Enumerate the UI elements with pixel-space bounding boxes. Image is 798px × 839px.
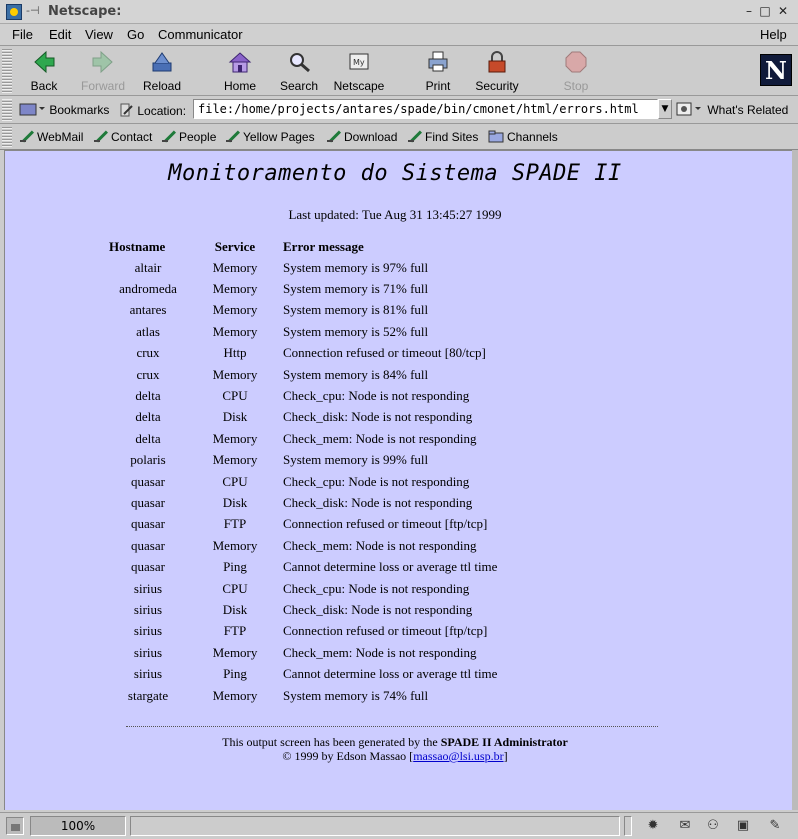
- reload-label: Reload: [142, 79, 182, 93]
- cell-hostname: altair: [134, 259, 162, 275]
- whats-related-label: What's Related: [707, 103, 789, 117]
- cell-error-message: Check_mem: Node is not responding: [283, 537, 477, 553]
- close-icon[interactable]: ✕: [777, 4, 789, 18]
- cell-hostname: sirius: [133, 580, 163, 596]
- cell-error-message: Check_cpu: Node is not responding: [283, 388, 470, 404]
- print-button[interactable]: [408, 49, 468, 95]
- table-row: [109, 492, 497, 513]
- link-yellow-pages-label: Yellow Pages: [243, 130, 315, 144]
- maximize-icon[interactable]: □: [759, 4, 771, 18]
- cell-error-message: System memory is 84% full: [283, 366, 429, 382]
- table-row: [109, 599, 497, 620]
- forward-button[interactable]: [73, 49, 133, 95]
- cell-service: Memory: [212, 323, 258, 339]
- security-label: Security: [475, 79, 519, 93]
- stop-icon: [563, 49, 589, 75]
- table-row: [109, 343, 497, 364]
- mail-component-icon[interactable]: ✉: [679, 818, 691, 833]
- channels-folder-icon: [488, 130, 504, 143]
- composer-component-icon[interactable]: ✎: [769, 818, 781, 833]
- cell-error-message: System memory is 74% full: [283, 687, 429, 703]
- table-row: [109, 685, 497, 706]
- link-find-sites-label: Find Sites: [425, 130, 479, 144]
- svg-text:My: My: [353, 58, 365, 67]
- table-row: [109, 428, 497, 449]
- cell-service: Memory: [212, 281, 258, 297]
- cell-error-message: Check_cpu: Node is not responding: [283, 580, 470, 596]
- printer-icon: [425, 49, 451, 75]
- cell-service: Disk: [222, 409, 248, 425]
- cell-error-message: Check_disk: Node is not responding: [283, 601, 473, 617]
- back-label: Back: [30, 79, 58, 93]
- cell-hostname: polaris: [130, 452, 166, 468]
- table-row: [109, 471, 497, 492]
- newsgroups-component-icon[interactable]: ⚇: [707, 818, 719, 833]
- error-table-body: [109, 257, 497, 706]
- cell-service: Memory: [212, 366, 258, 382]
- window-title: Netscape:: [48, 4, 122, 19]
- link-download-label: Download: [344, 130, 398, 144]
- cell-error-message: Connection refused or timeout [ftp/tcp]: [283, 623, 488, 639]
- whats-related-icon: [676, 101, 704, 117]
- zoom-level: 100%: [30, 816, 126, 836]
- cell-error-message: System memory is 99% full: [283, 452, 429, 468]
- cell-error-message: System memory is 97% full: [283, 259, 429, 275]
- cell-service: Memory: [212, 302, 258, 318]
- cell-hostname: sirius: [133, 644, 163, 660]
- link-contact-label: Contact: [111, 130, 153, 144]
- table-row: [109, 321, 497, 342]
- cell-service: Memory: [212, 687, 258, 703]
- cell-hostname: sirius: [133, 601, 163, 617]
- menu-file[interactable]: File: [12, 27, 33, 42]
- link-webmail-label: WebMail: [37, 130, 84, 144]
- table-row: [109, 578, 497, 599]
- cell-service: Disk: [222, 494, 248, 510]
- bookmark-pen-icon: [94, 130, 108, 142]
- bookmark-pen-icon: [327, 130, 341, 142]
- table-row: [109, 663, 497, 684]
- cell-error-message: Check_disk: Node is not responding: [283, 409, 473, 425]
- cell-service: Ping: [223, 559, 247, 575]
- cell-hostname: delta: [135, 409, 161, 425]
- table-row: [109, 278, 497, 299]
- menu-help[interactable]: Help: [760, 27, 787, 42]
- search-label: Search: [279, 79, 319, 93]
- table-row: [109, 556, 497, 577]
- cell-hostname: quasar: [131, 537, 165, 553]
- netscape-label: Netscape: [333, 79, 385, 93]
- forward-label: Forward: [80, 79, 125, 93]
- cell-error-message: System memory is 52% full: [283, 323, 429, 339]
- footer-line-2: [5, 749, 785, 763]
- cell-hostname: atlas: [136, 323, 160, 339]
- link-channels-label: Channels: [507, 130, 558, 144]
- location-label: [118, 102, 186, 118]
- bookmarks-button[interactable]: [18, 101, 109, 117]
- cell-service: Ping: [223, 666, 247, 682]
- cell-hostname: quasar: [131, 473, 165, 489]
- security-lock-icon[interactable]: [6, 817, 24, 835]
- stop-label: Stop: [563, 79, 589, 93]
- table-header-row: [109, 237, 497, 257]
- link-webmail[interactable]: [20, 130, 83, 144]
- cell-error-message: System memory is 71% full: [283, 281, 429, 297]
- cell-service: Memory: [212, 644, 258, 660]
- print-label: Print: [425, 79, 451, 93]
- cell-service: Memory: [212, 452, 258, 468]
- pin-icon[interactable]: -⊣: [26, 4, 40, 17]
- back-arrow-icon: [31, 49, 57, 75]
- link-download[interactable]: [327, 130, 397, 144]
- cell-service: CPU: [222, 580, 248, 596]
- table-row: [109, 621, 497, 642]
- cell-hostname: stargate: [127, 687, 169, 703]
- location-bookmark-icon[interactable]: [118, 102, 134, 118]
- cell-hostname: crux: [136, 366, 160, 382]
- table-row: [109, 642, 497, 663]
- header-hostname: Hostname: [109, 239, 166, 254]
- cell-hostname: crux: [136, 345, 160, 361]
- error-table: [109, 237, 497, 706]
- back-button[interactable]: [14, 49, 74, 95]
- cell-error-message: Connection refused or timeout [ftp/tcp]: [283, 516, 488, 532]
- location-label-text: Location:: [137, 104, 187, 118]
- table-row: [109, 257, 497, 278]
- home-label: Home: [223, 79, 256, 93]
- page-content: [4, 150, 792, 810]
- stop-button[interactable]: [546, 49, 606, 95]
- footer-copyright: © 1999 by Edson Massao [: [282, 749, 414, 763]
- cell-error-message: Connection refused or timeout [80/tcp]: [283, 345, 486, 361]
- cell-hostname: sirius: [133, 666, 163, 682]
- footer-email-link[interactable]: massao@lsi.usp.br: [413, 749, 504, 763]
- minimize-icon[interactable]: –: [746, 4, 752, 18]
- search-button[interactable]: [269, 49, 329, 95]
- lock-icon: [484, 49, 510, 75]
- personal-toolbar: [0, 124, 798, 150]
- menu-go[interactable]: Go: [127, 27, 145, 42]
- search-icon: [286, 49, 312, 75]
- menu-bar: [0, 24, 798, 46]
- cell-hostname: delta: [135, 388, 161, 404]
- cell-service: CPU: [222, 388, 248, 404]
- table-row: [109, 300, 497, 321]
- navigation-toolbar: [0, 46, 798, 96]
- bookmarks-label: Bookmarks: [49, 103, 110, 117]
- cell-hostname: delta: [135, 430, 161, 446]
- location-grip[interactable]: [2, 99, 12, 121]
- table-row: [109, 535, 497, 556]
- footer-generated-text: This output screen has been generated by the: [222, 735, 441, 749]
- vertical-scrollbar[interactable]: [792, 150, 798, 810]
- table-row: [109, 407, 497, 428]
- table-row: [109, 514, 497, 535]
- whats-related-button[interactable]: [676, 101, 788, 117]
- cell-error-message: Cannot determine loss or average ttl time: [283, 559, 498, 575]
- status-message: [130, 816, 620, 836]
- cell-error-message: Check_mem: Node is not responding: [283, 644, 477, 660]
- cell-service: FTP: [223, 516, 247, 532]
- cell-hostname: quasar: [131, 559, 165, 575]
- footer-bracket: ]: [503, 749, 508, 763]
- cell-service: CPU: [222, 473, 248, 489]
- table-row: [109, 450, 497, 471]
- page-title: Monitoramento do Sistema SPADE II: [168, 161, 622, 186]
- table-row: [109, 385, 497, 406]
- home-icon: [227, 49, 253, 75]
- cell-error-message: Check_cpu: Node is not responding: [283, 473, 470, 489]
- cell-hostname: quasar: [131, 516, 165, 532]
- link-people[interactable]: [162, 130, 216, 144]
- cell-service: FTP: [223, 623, 247, 639]
- status-divider: [624, 816, 632, 836]
- header-service: Service: [214, 239, 256, 254]
- footer-line-1: [5, 735, 785, 749]
- reload-button[interactable]: [132, 49, 192, 95]
- my-netscape-icon: [346, 49, 372, 75]
- menu-view[interactable]: View: [85, 27, 113, 42]
- home-button[interactable]: [210, 49, 270, 95]
- window-titlebar: [0, 0, 798, 24]
- link-contact[interactable]: [94, 130, 152, 144]
- location-dropdown-icon[interactable]: ▼: [658, 99, 672, 119]
- address-book-component-icon[interactable]: ▣: [736, 818, 750, 833]
- link-people-label: People: [179, 130, 217, 144]
- cell-service: Memory: [212, 259, 258, 275]
- forward-arrow-icon: [90, 49, 116, 75]
- netscape-button[interactable]: [329, 49, 389, 95]
- reload-icon: [149, 49, 175, 75]
- bookmark-pen-icon: [20, 130, 34, 142]
- security-button[interactable]: [467, 49, 527, 95]
- toolbar-grip[interactable]: [2, 49, 12, 93]
- location-toolbar: [0, 96, 798, 124]
- cell-hostname: andromeda: [119, 281, 177, 297]
- location-url-input[interactable]: file:/home/projects/antares/spade/bin/cmonet/html/errors.html: [193, 99, 658, 119]
- footer-divider: [126, 726, 658, 727]
- cell-error-message: System memory is 81% full: [283, 302, 429, 318]
- footer-admin-name: SPADE II Administrator: [440, 735, 568, 749]
- table-row: [109, 364, 497, 385]
- bookmark-pen-icon: [408, 130, 422, 142]
- bookmark-pen-icon: [162, 130, 176, 142]
- personal-grip[interactable]: [2, 127, 12, 147]
- menu-edit[interactable]: Edit: [49, 27, 72, 42]
- header-error-message: Error message: [283, 239, 364, 254]
- link-find-sites[interactable]: [408, 130, 478, 144]
- page-footer: [5, 735, 785, 763]
- netscape-logo[interactable]: N: [760, 54, 792, 86]
- cell-error-message: Cannot determine loss or average ttl time: [283, 666, 498, 682]
- cell-service: Memory: [212, 430, 258, 446]
- cell-service: Disk: [222, 601, 248, 617]
- cell-error-message: Check_mem: Node is not responding: [283, 430, 477, 446]
- menu-communicator[interactable]: Communicator: [158, 27, 243, 42]
- status-bar: [0, 812, 798, 839]
- cell-hostname: sirius: [133, 623, 163, 639]
- last-updated: Last updated: Tue Aug 31 13:45:27 1999: [288, 207, 502, 222]
- cell-hostname: quasar: [131, 494, 165, 510]
- link-yellow-pages[interactable]: [226, 130, 315, 144]
- navigator-component-icon[interactable]: ✹: [647, 818, 659, 833]
- netscape-window-icon[interactable]: [6, 4, 22, 20]
- cell-service: Memory: [212, 537, 258, 553]
- cell-service: Http: [223, 345, 247, 361]
- cell-error-message: Check_disk: Node is not responding: [283, 494, 473, 510]
- bookmarks-icon: [18, 101, 46, 117]
- cell-hostname: antares: [129, 302, 167, 318]
- link-channels[interactable]: [488, 130, 558, 144]
- bookmark-pen-icon: [226, 130, 240, 142]
